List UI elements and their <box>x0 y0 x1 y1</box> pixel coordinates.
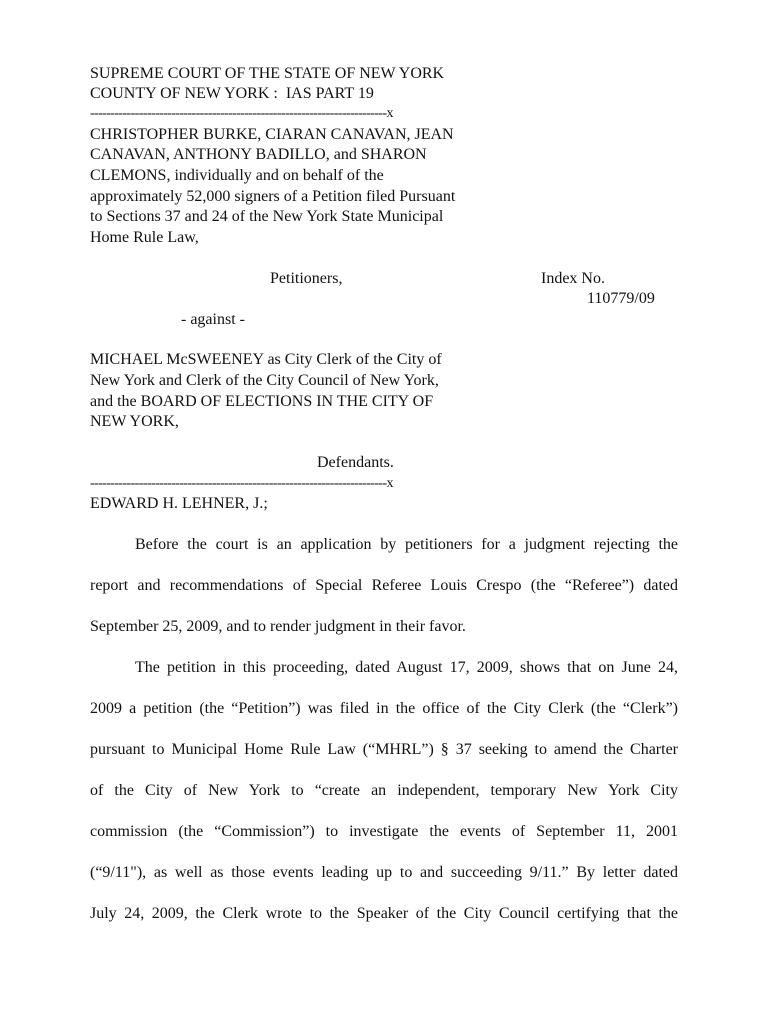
judge-name: EDWARD H. LEHNER, J.; <box>90 495 268 512</box>
caption-divider-top: -------------------------------------------------------------------------x <box>90 106 393 121</box>
petitioners-line: CANAVAN, ANTHONY BADILLO, and SHARON <box>90 146 427 163</box>
petitioners-line: Home Rule Law, <box>90 229 199 246</box>
petitioners-line: approximately 52,000 signers of a Petition filed Pursuant <box>90 188 456 205</box>
paragraph-2-line: of the City of New York to “create an independent, temporary New York City <box>90 782 678 799</box>
paragraph-2-line: 2009 a petition (the “Petition”) was filed in the office of the City Clerk (the “Clerk”) <box>90 700 678 717</box>
defendants-line: New York and Clerk of the City Council of New York, <box>90 372 439 389</box>
paragraph-2-line: The petition in this proceeding, dated August 17, 2009, shows that on June 24, <box>135 659 678 676</box>
defendants-line: NEW YORK, <box>90 413 179 430</box>
paragraph-1-line: Before the court is an application by petitioners for a judgment rejecting the <box>135 536 678 553</box>
paragraph-2-line: (“9/11"), as well as those events leading up to and succeeding 9/11.” By letter dated <box>90 864 678 881</box>
index-number: 110779/09 <box>587 290 655 307</box>
defendants-label: Defendants. <box>317 454 394 471</box>
court-name: SUPREME COURT OF THE STATE OF NEW YORK <box>90 65 445 82</box>
caption-divider-bottom: -------------------------------------------------------------------------x <box>90 476 393 491</box>
paragraph-1-line: September 25, 2009, and to render judgment in their favor. <box>90 618 466 635</box>
defendants-line: and the BOARD OF ELECTIONS IN THE CITY OF <box>90 393 434 410</box>
petitioners-line: CHRISTOPHER BURKE, CIARAN CANAVAN, JEAN <box>90 126 454 143</box>
against-label: - against - <box>181 311 245 328</box>
defendants-line: MICHAEL McSWEENEY as City Clerk of the City of <box>90 351 442 368</box>
index-label: Index No. <box>541 270 605 287</box>
paragraph-2-line: July 24, 2009, the Clerk wrote to the Speaker of the City Council certifying that the <box>90 905 678 922</box>
petitioners-line: CLEMONS, individually and on behalf of the <box>90 167 384 184</box>
petitioners-label: Petitioners, <box>270 270 343 287</box>
court-county-part: COUNTY OF NEW YORK : IAS PART 19 <box>90 85 374 102</box>
petitioners-line: to Sections 37 and 24 of the New York State Municipal <box>90 208 444 225</box>
paragraph-2-line: pursuant to Municipal Home Rule Law (“MHRL”) § 37 seeking to amend the Charter <box>90 741 678 758</box>
paragraph-2-line: commission (the “Commission”) to investigate the events of September 11, 2001 <box>90 823 678 840</box>
paragraph-1-line: report and recommendations of Special Referee Louis Crespo (the “Referee”) dated <box>90 577 678 594</box>
